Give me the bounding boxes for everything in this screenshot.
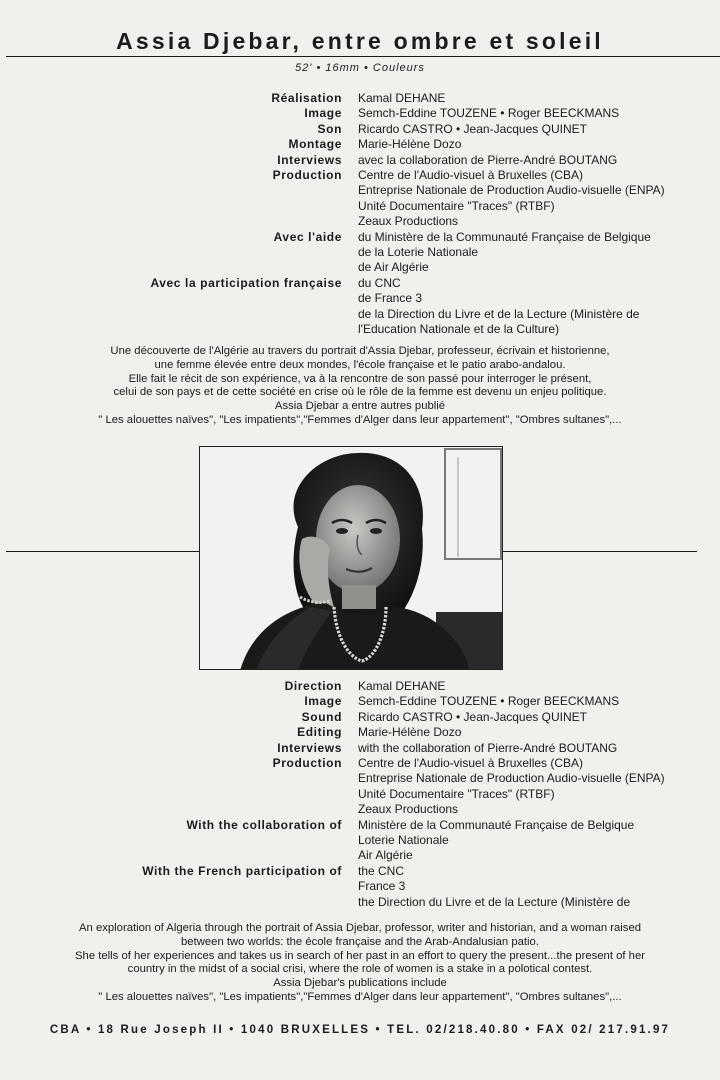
credit-row xyxy=(0,679,665,694)
credit-label: Sound xyxy=(301,709,342,724)
synopsis-french xyxy=(0,345,720,428)
credit-value: l'Education Nationale et de la Culture) xyxy=(358,322,560,337)
credit-value: Unité Documentaire "Traces" (RTBF) xyxy=(358,786,555,801)
synopsis-line: " Les alouettes naïves", "Les impatients","Femmes d'Alger dans leur appartement", "Ombres sultanes",... xyxy=(98,990,622,1003)
credit-row xyxy=(0,91,665,106)
credit-values xyxy=(358,230,651,276)
synopsis-line: " Les alouettes naïves", "Les impatients","Femmes d'Alger dans leur appartement", "Ombres sultanes",... xyxy=(98,413,622,426)
credit-value: the Direction du Livre et de la Lecture (Ministère de xyxy=(358,894,631,909)
credit-label: Montage xyxy=(288,137,342,152)
synopsis-line: country in the midst of a social crisi, where the role of women is a stake in a polotical contest. xyxy=(127,963,593,976)
credit-value: Kamal DEHANE xyxy=(358,91,446,105)
credits-french xyxy=(0,91,665,338)
credit-value: de la Direction du Livre et de la Lecture (Ministère de xyxy=(358,306,640,321)
credit-values xyxy=(358,91,445,106)
credit-values xyxy=(358,818,634,864)
credit-row xyxy=(0,153,665,168)
credit-value: Ministère de la Communauté Française de Belgique xyxy=(358,817,635,832)
credit-values xyxy=(358,679,445,694)
credit-value: Semch-Eddine TOUZENE • Roger BEECKMANS xyxy=(358,106,620,121)
contact-footer: CBA • 18 Rue Joseph II • 1040 BRUXELLES • TEL. 02/218.40.80 • FAX 02/ 217.91.97 xyxy=(49,1024,671,1036)
credit-label: Avec la participation française xyxy=(150,275,342,290)
credit-row xyxy=(0,230,665,276)
credit-value: Semch-Eddine TOUZENE • Roger BEECKMANS xyxy=(358,694,620,709)
credit-value: Marie-Hélène Dozo xyxy=(358,137,462,152)
credit-value: du Ministère de la Communauté Française de Belgique xyxy=(358,229,651,244)
credit-label: Editing xyxy=(297,725,342,740)
credit-row xyxy=(0,276,665,338)
credit-value: with the collaboration of Pierre-André BOUTANG xyxy=(358,740,618,755)
credit-value: the CNC xyxy=(358,863,405,878)
credit-label: Image xyxy=(304,106,342,121)
synopsis-line: Assia Djebar a entre autres publié xyxy=(274,400,446,413)
credit-values xyxy=(358,168,665,230)
credits-english xyxy=(0,679,665,910)
credit-label: With the French participation of xyxy=(142,863,342,878)
credit-label: Production xyxy=(272,168,342,183)
credit-value: Marie-Hélène Dozo xyxy=(358,725,462,740)
credit-label: Avec l'aide xyxy=(273,229,342,244)
credit-value: Unité Documentaire "Traces" (RTBF) xyxy=(358,198,555,213)
credit-value: de la Loterie Nationale xyxy=(358,245,479,260)
credit-values xyxy=(358,741,617,756)
credit-values xyxy=(358,153,617,168)
credit-row xyxy=(0,168,665,230)
credit-value: Air Algérie xyxy=(358,848,413,863)
credit-values xyxy=(358,106,619,121)
credit-row xyxy=(0,864,665,910)
credit-label: With the collaboration of xyxy=(186,817,342,832)
synopsis-english xyxy=(0,922,720,1005)
credit-value: Centre de l'Audio-visuel à Bruxelles (CBA) xyxy=(358,168,584,183)
credit-label: Direction xyxy=(284,679,342,693)
credit-label: Interviews xyxy=(277,152,342,167)
synopsis-line: celui de son pays et de cette société en crise où le rôle de la femme est devenu un enjeu politique. xyxy=(113,386,607,399)
credit-label: Interviews xyxy=(277,740,342,755)
credit-value: Zeaux Productions xyxy=(358,802,459,817)
credit-value: Entreprise Nationale de Production Audio-visuelle (ENPA) xyxy=(358,183,665,198)
divider-left xyxy=(6,551,200,552)
synopsis-line: Une découverte de l'Algérie au travers du portrait d'Assia Djebar, professeur, écrivain et historienne, xyxy=(110,345,610,357)
synopsis-line: Assia Djebar's publications include xyxy=(273,977,447,990)
credit-values xyxy=(358,137,461,152)
credit-value: Loterie Nationale xyxy=(358,833,449,848)
credit-values xyxy=(358,276,639,338)
credit-values xyxy=(358,694,619,709)
credit-label: Production xyxy=(272,756,342,771)
credit-value: Zeaux Productions xyxy=(358,214,459,229)
credit-values xyxy=(358,864,630,910)
credit-values xyxy=(358,756,665,818)
document-title: Assia Djebar, entre ombre et soleil xyxy=(116,28,604,54)
credit-row xyxy=(0,710,665,725)
synopsis-line: She tells of her experiences and takes us in search of her past in an effort to query the present...the present of her xyxy=(75,949,645,962)
credit-value: de Air Algérie xyxy=(358,260,429,275)
credit-row xyxy=(0,756,665,818)
synopsis-line: une femme élevée entre deux mondes, l'école française et le patio arabo-andalou. xyxy=(154,358,566,371)
credit-value: Ricardo CASTRO • Jean-Jacques QUINET xyxy=(358,709,587,724)
synopsis-line: Elle fait le récit de son expérience, va à la rencontre de son passé pour interroger le présent, xyxy=(128,372,592,385)
synopsis-line: between two worlds: the école française and the Arab-Andalusian patio. xyxy=(181,935,539,948)
credit-value: avec la collaboration de Pierre-André BOUTANG xyxy=(358,152,618,167)
credit-value: Centre de l'Audio-visuel à Bruxelles (CBA) xyxy=(358,756,584,771)
credit-row xyxy=(0,818,665,864)
credit-value: Entreprise Nationale de Production Audio-visuelle (ENPA) xyxy=(358,771,665,786)
divider-right xyxy=(502,551,697,552)
credit-row xyxy=(0,694,665,709)
credit-value: Ricardo CASTRO • Jean-Jacques QUINET xyxy=(358,121,587,136)
credit-value: Kamal DEHANE xyxy=(358,679,446,693)
credit-value: du CNC xyxy=(358,275,401,290)
synopsis-line: An exploration of Algeria through the portrait of Assia Djebar, professor, writer and historian, and a woman raised xyxy=(78,922,642,934)
credit-label: Son xyxy=(317,121,342,136)
credit-value: de France 3 xyxy=(358,291,423,306)
title-rule xyxy=(6,56,720,57)
credit-row xyxy=(0,106,665,121)
credit-label: Réalisation xyxy=(271,91,342,105)
credit-values xyxy=(358,710,587,725)
credit-label: Image xyxy=(304,694,342,709)
credit-value: France 3 xyxy=(358,879,406,894)
credit-values xyxy=(358,122,587,137)
credit-row xyxy=(0,122,665,137)
credit-row xyxy=(0,741,665,756)
film-specs: 52' • 16mm • Couleurs xyxy=(295,62,425,74)
credit-row xyxy=(0,725,665,740)
credit-values xyxy=(358,725,461,740)
credit-row xyxy=(0,137,665,152)
portrait-photo xyxy=(199,446,503,670)
